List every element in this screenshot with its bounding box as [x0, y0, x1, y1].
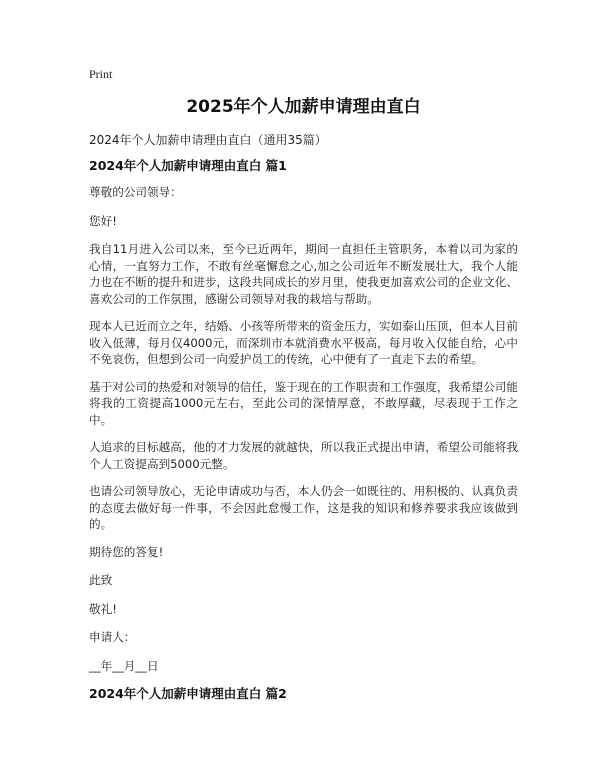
closing-expect: 期待您的答复!: [89, 544, 164, 559]
body-paragraph-3: 基于对公司的热爱和对领导的信任，鉴于现在的工作职责和工作强度，我希望公司能将我的工资提高1000元左右，至此公司的深情厚意，不敢厚藏，尽表现于工作之中。: [89, 379, 518, 427]
document-subtitle: 2024年个人加薪申请理由直白（通用35篇）: [89, 133, 327, 147]
body-paragraph-2: 现本人已近而立之年，结婚、小孩等所带来的资金压力，实如泰山压顶，但本人目前收入低薄，每月仅4000元，而深圳市本就消费水平极高，每月收入仅能自给，心中不免哀伤，但想到公司一向爱护员工的传统，心中便有了一直走下去的希望。: [89, 319, 518, 366]
closing-cizhi: 此致: [89, 573, 113, 587]
body-paragraph-4: 人追求的目标越高，他的才力发展的就越快，所以我正式提出申请，希望公司能将我个人工资提高到5000元整。: [89, 440, 518, 471]
section-heading-1: 2024年个人加薪申请理由直白 篇1: [89, 158, 287, 173]
document-title: 2025年个人加薪申请理由直白: [186, 97, 421, 117]
greeting: 尊敬的公司领导：: [89, 185, 182, 199]
section-heading-2: 2024年个人加薪申请理由直白 篇2: [89, 686, 287, 701]
hello-line: 您好!: [89, 213, 117, 228]
print-label: Print: [89, 67, 113, 81]
body-paragraph-1: 我自11月进入公司以来，至今已近两年，期间一直担任主管职务，本着以司为家的心情，一直努力工作，不敢有丝毫懈怠之心,加之公司近年不断发展壮大，我个人能力也在不断的提升和进步，这段共同成长的岁月里，使我更加喜欢公司的企业文化、喜欢公司的工作氛围，感谢公司领导对我的栽培与帮助。: [89, 242, 518, 306]
closing-jingli: 敬礼!: [89, 601, 117, 616]
date-line: __年__月__日: [89, 658, 159, 673]
body-paragraph-5: 也请公司领导放心，无论申请成功与否，本人仍会一如既往的、用积极的、认真负责的态度去做好每一件事，不会因此怠慢工作，这是我的知识和修养要求我应该做到的。: [89, 484, 518, 531]
applicant-label: 申请人：: [89, 630, 136, 644]
